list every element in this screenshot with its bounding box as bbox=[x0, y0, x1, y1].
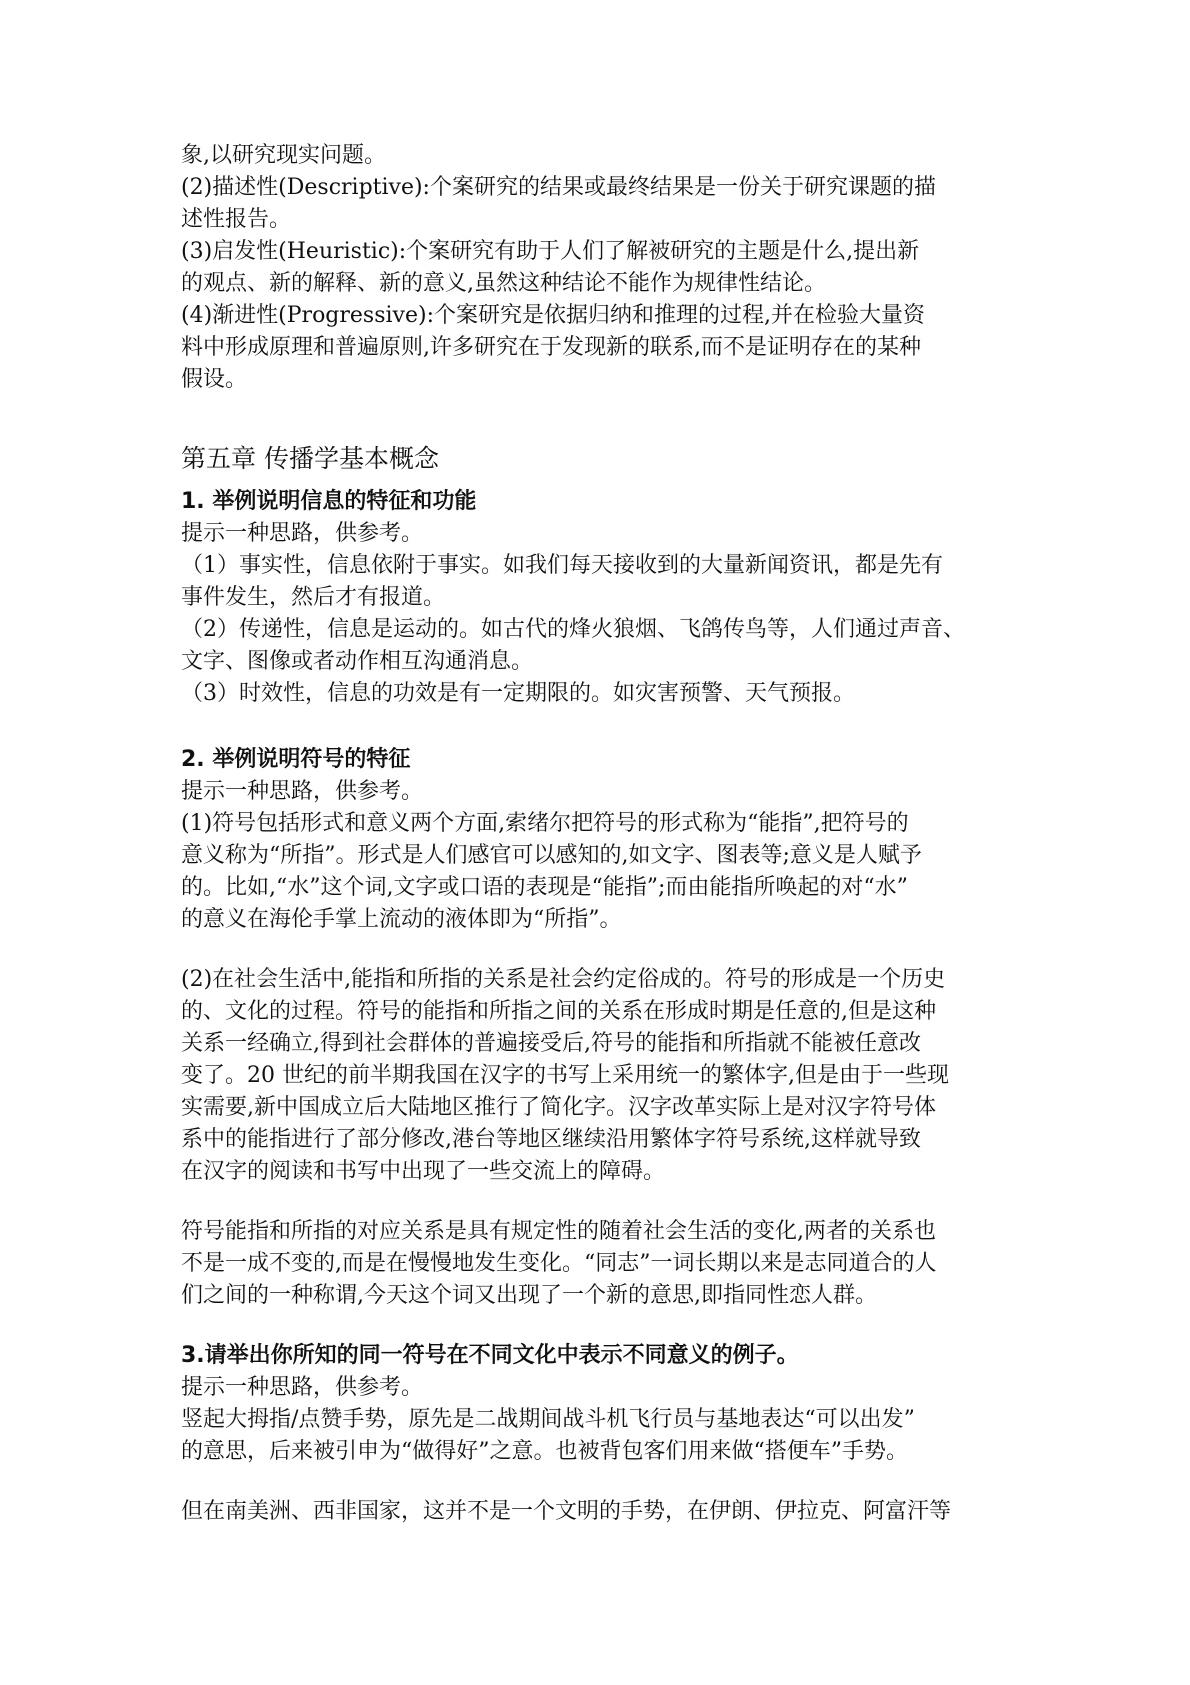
chapter-title: 第五章 传播学基本概念 bbox=[181, 444, 439, 473]
answer-line: 的。比如,“水”这个词,文字或口语的表现是“能指”;而由能指所唤起的对“水” bbox=[181, 875, 908, 900]
intro-line: 象,以研究现实问题。 bbox=[181, 143, 386, 168]
answer-line: 提示一种思路，供参考。 bbox=[181, 521, 424, 546]
answer-line: （2）传递性，信息是运动的。如古代的烽火狼烟、飞鸽传鸟等，人们通过声音、 bbox=[181, 617, 965, 642]
intro-line: 假设。 bbox=[181, 367, 248, 392]
answer-line: 符号能指和所指的对应关系是具有规定性的随着社会生活的变化,两者的关系也 bbox=[181, 1219, 936, 1244]
answer-line: 关系一经确立,得到社会群体的普遍接受后,符号的能指和所指就不能被任意改 bbox=[181, 1031, 921, 1056]
answer-line: 提示一种思路，供参考。 bbox=[181, 779, 424, 804]
question-3-section bbox=[181, 1340, 1011, 1528]
intro-line: 述性报告。 bbox=[181, 207, 292, 232]
answer-line: 事件发生，然后才有报道。 bbox=[181, 585, 446, 610]
answer-line: (2)在社会生活中,能指和所指的关系是社会约定俗成的。符号的形成是一个历史 bbox=[181, 967, 946, 992]
answer-line: 们之间的一种称谓,今天这个词又出现了一个新的意思,即指同性恋人群。 bbox=[181, 1283, 877, 1308]
question-1-section bbox=[181, 486, 1011, 710]
question-3-heading: 3.请举出你所知的同一符号在不同文化中表示不同意义的例子。 bbox=[181, 1343, 799, 1368]
intro-line: (2)描述性(Descriptive):个案研究的结果或最终结果是一份关于研究课题的描 bbox=[181, 175, 936, 200]
answer-line: 提示一种思路，供参考。 bbox=[181, 1375, 424, 1400]
answer-line: 的意思，后来被引申为“做得好”之意。也被背包客们用来做“搭便车”手势。 bbox=[181, 1439, 908, 1464]
question-2-section bbox=[181, 744, 1011, 1312]
answer-line: （1）事实性，信息依附于事实。如我们每天接收到的大量新闻资讯，都是先有 bbox=[181, 553, 943, 578]
answer-line: 实需要,新中国成立后大陆地区推行了简化字。汉字改革实际上是对汉字符号体 bbox=[181, 1095, 936, 1120]
intro-line: (3)启发性(Heuristic):个案研究有助于人们了解被研究的主题是什么,提出新 bbox=[181, 239, 920, 264]
intro-line: 料中形成原理和普遍原则,许多研究在于发现新的联系,而不是证明存在的某种 bbox=[181, 335, 921, 360]
answer-line: 竖起大拇指/点赞手势，原先是二战期间战斗机飞行员与基地表达“可以出发” bbox=[181, 1407, 915, 1432]
intro-line: (4)渐进性(Progressive):个案研究是依据归纳和推理的过程,并在检验大量资 bbox=[181, 303, 925, 328]
answer-line: 系中的能指进行了部分修改,港台等地区继续沿用繁体字符号系统,这样就导致 bbox=[181, 1127, 921, 1152]
answer-line: 意义称为“所指”。形式是人们感官可以感知的,如文字、图表等;意义是人赋予 bbox=[181, 843, 922, 868]
answer-line: 变了。20 世纪的前半期我国在汉字的书写上采用统一的繁体字,但是由于一些现 bbox=[181, 1063, 949, 1088]
answer-line: 的意义在海伦手掌上流动的液体即为“所指”。 bbox=[181, 907, 622, 932]
intro-line: 的观点、新的解释、新的意义,虽然这种结论不能作为规律性结论。 bbox=[181, 271, 826, 296]
question-2-heading: 2. 举例说明符号的特征 bbox=[181, 747, 411, 772]
answer-line: 在汉字的阅读和书写中出现了一些交流上的障碍。 bbox=[181, 1159, 666, 1184]
answer-line: 文字、图像或者动作相互沟通消息。 bbox=[181, 649, 534, 674]
intro-section bbox=[181, 140, 1011, 396]
question-1-heading: 1. 举例说明信息的特征和功能 bbox=[181, 489, 477, 514]
answer-line: (1)符号包括形式和意义两个方面,索绪尔把符号的形式称为“能指”,把符号的 bbox=[181, 811, 909, 836]
answer-line: 不是一成不变的,而是在慢慢地发生变化。“同志”一词长期以来是志同道合的人 bbox=[181, 1251, 937, 1276]
answer-line: （3）时效性，信息的功效是有一定期限的。如灾害预警、天气预报。 bbox=[181, 681, 855, 706]
document-page bbox=[181, 140, 1011, 1528]
answer-line: 但在南美洲、西非国家，这并不是一个文明的手势，在伊朗、伊拉克、阿富汗等 bbox=[181, 1499, 952, 1524]
answer-line: 的、文化的过程。符号的能指和所指之间的关系在形成时期是任意的,但是这种 bbox=[181, 999, 936, 1024]
